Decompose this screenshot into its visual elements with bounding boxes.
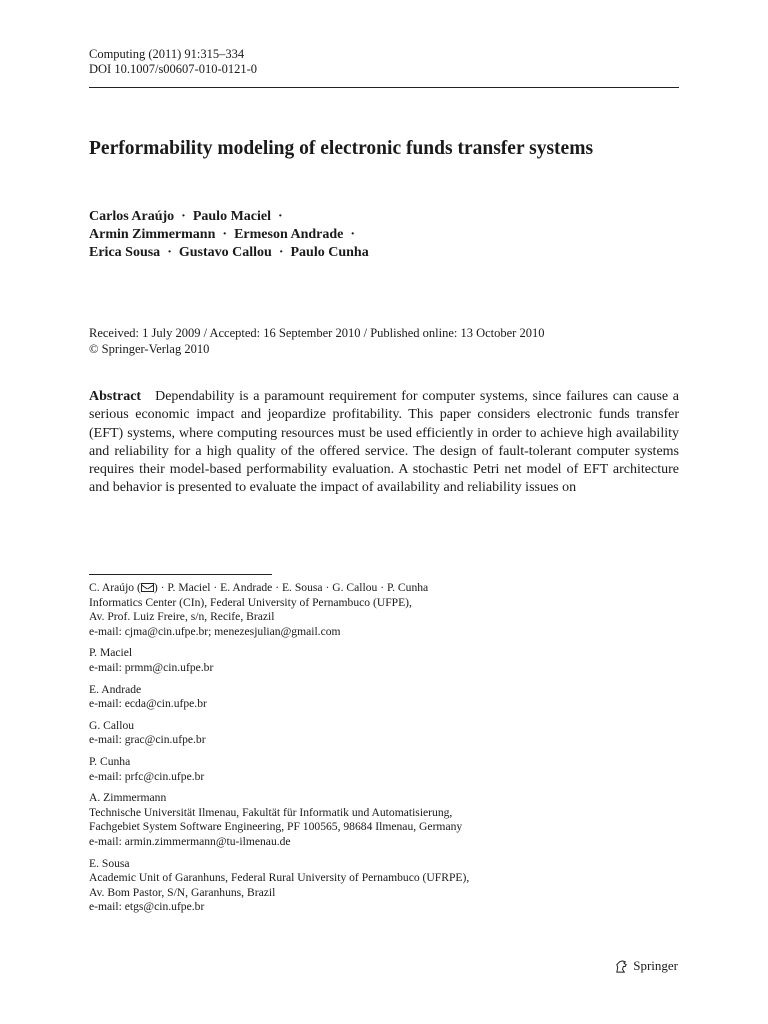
author-name: Gustavo Callou <box>178 245 272 260</box>
author-name: Paulo Cunha <box>290 245 369 260</box>
affiliation-name: P. Cunha <box>89 754 131 768</box>
journal-info <box>89 47 257 77</box>
affiliation-name: P. Maciel <box>89 646 133 660</box>
author-separator: · <box>350 227 356 242</box>
author-name: Ermeson Andrade <box>234 227 344 242</box>
author-line-3 <box>89 244 369 262</box>
affiliation-block <box>89 755 469 784</box>
affiliation-name: G. Callou <box>89 718 135 732</box>
author-separator: · <box>222 227 228 242</box>
author-name: Paulo Maciel <box>192 209 271 224</box>
publication-dates <box>89 326 544 357</box>
abstract-text: Dependability is a paramount requirement for computer systems, since failures can cause a serious economic impact and jeopardize profitability. This paper considers electronic funds transfer (EFT) systems, where computing resources must be used efficiently in order to achieve high availability and reliability for a high quality of the offered service. The design of fault-tolerant computer systems requires their model-based performability evaluation. A stochastic Petri net model of EFT architecture and behavior is presented to evaluate the impact of availability and reliability issues on <box>89 389 679 496</box>
affiliation-institution: Academic Unit of Garanhuns, Federal Rural University of Pernambuco (UFRPE), <box>89 871 470 885</box>
affiliation-email: e-mail: ecda@cin.ufpe.br <box>89 697 207 711</box>
affiliation-authors-prefix: C. Araújo ( <box>89 581 141 594</box>
affiliation-institution: Informatics Center (CIn), Federal University of Pernambuco (UFPE), <box>89 595 412 609</box>
history-dates: Received: 1 July 2009 / Accepted: 16 September 2010 / Published online: 13 October 2010 <box>89 326 545 340</box>
affiliation-email: e-mail: cjma@cin.ufpe.br; menezesjulian@gmail.com <box>89 624 341 638</box>
author-separator: · <box>278 245 284 260</box>
affiliation-email: e-mail: prmm@cin.ufpe.br <box>89 660 214 674</box>
affiliation-authors <box>89 581 469 596</box>
author-name: Erica Sousa <box>89 245 161 260</box>
affiliation-block <box>89 719 469 748</box>
author-separator: · <box>167 245 172 260</box>
author-list <box>89 208 369 262</box>
journal-doi: DOI 10.1007/s00607-010-0121-0 <box>89 62 258 76</box>
affiliation-block <box>89 646 469 675</box>
affiliation-email: e-mail: grac@cin.ufpe.br <box>89 733 206 747</box>
affiliation-email: e-mail: armin.zimmermann@tu-ilmenau.de <box>89 834 291 848</box>
affiliation-address: Fachgebiet System Software Engineering, PF 100565, 98684 Ilmenau, Germany <box>89 820 463 834</box>
affiliation-block <box>89 683 469 712</box>
envelope-icon <box>141 583 154 592</box>
affiliation-email: e-mail: etgs@cin.ufpe.br <box>89 900 205 914</box>
springer-horse-icon <box>614 959 629 974</box>
paper-title: Performability modeling of electronic funds transfer systems <box>89 138 594 159</box>
affiliation-address: Av. Prof. Luiz Freire, s/n, Recife, Brazil <box>89 610 275 624</box>
copyright-notice: © Springer-Verlag 2010 <box>89 341 210 356</box>
affiliation-block <box>89 791 469 849</box>
affiliation-authors-suffix: ) · P. Maciel · E. Andrade · E. Sousa · G. Callou · P. Cunha <box>153 581 429 594</box>
affiliation-name: A. Zimmermann <box>89 791 167 805</box>
affiliation-block <box>89 581 469 639</box>
affiliation-name: E. Andrade <box>89 682 142 696</box>
abstract-label: Abstract <box>89 389 142 404</box>
author-name: Armin Zimmermann <box>89 227 216 242</box>
author-separator: · <box>181 209 186 224</box>
affiliation-name: E. Sousa <box>89 856 130 870</box>
header-rule <box>89 87 679 88</box>
abstract <box>89 388 679 498</box>
affiliation-institution: Technische Universität Ilmenau, Fakultät für Informatik und Automatisierung, <box>89 805 453 819</box>
footnote-rule <box>89 574 272 575</box>
affiliation-block <box>89 857 469 915</box>
author-separator: · <box>278 209 283 224</box>
author-name: Carlos Araújo <box>89 209 175 224</box>
publisher-name: Springer <box>633 958 678 973</box>
author-line-1 <box>89 208 369 226</box>
author-line-2 <box>89 226 369 244</box>
affiliation-address: Av. Bom Pastor, S/N, Garanhuns, Brazil <box>89 885 276 899</box>
affiliation-email: e-mail: prfc@cin.ufpe.br <box>89 769 205 783</box>
publisher-logo <box>614 958 678 974</box>
journal-citation: Computing (2011) 91:315–334 <box>89 47 245 61</box>
affiliations <box>89 581 469 922</box>
